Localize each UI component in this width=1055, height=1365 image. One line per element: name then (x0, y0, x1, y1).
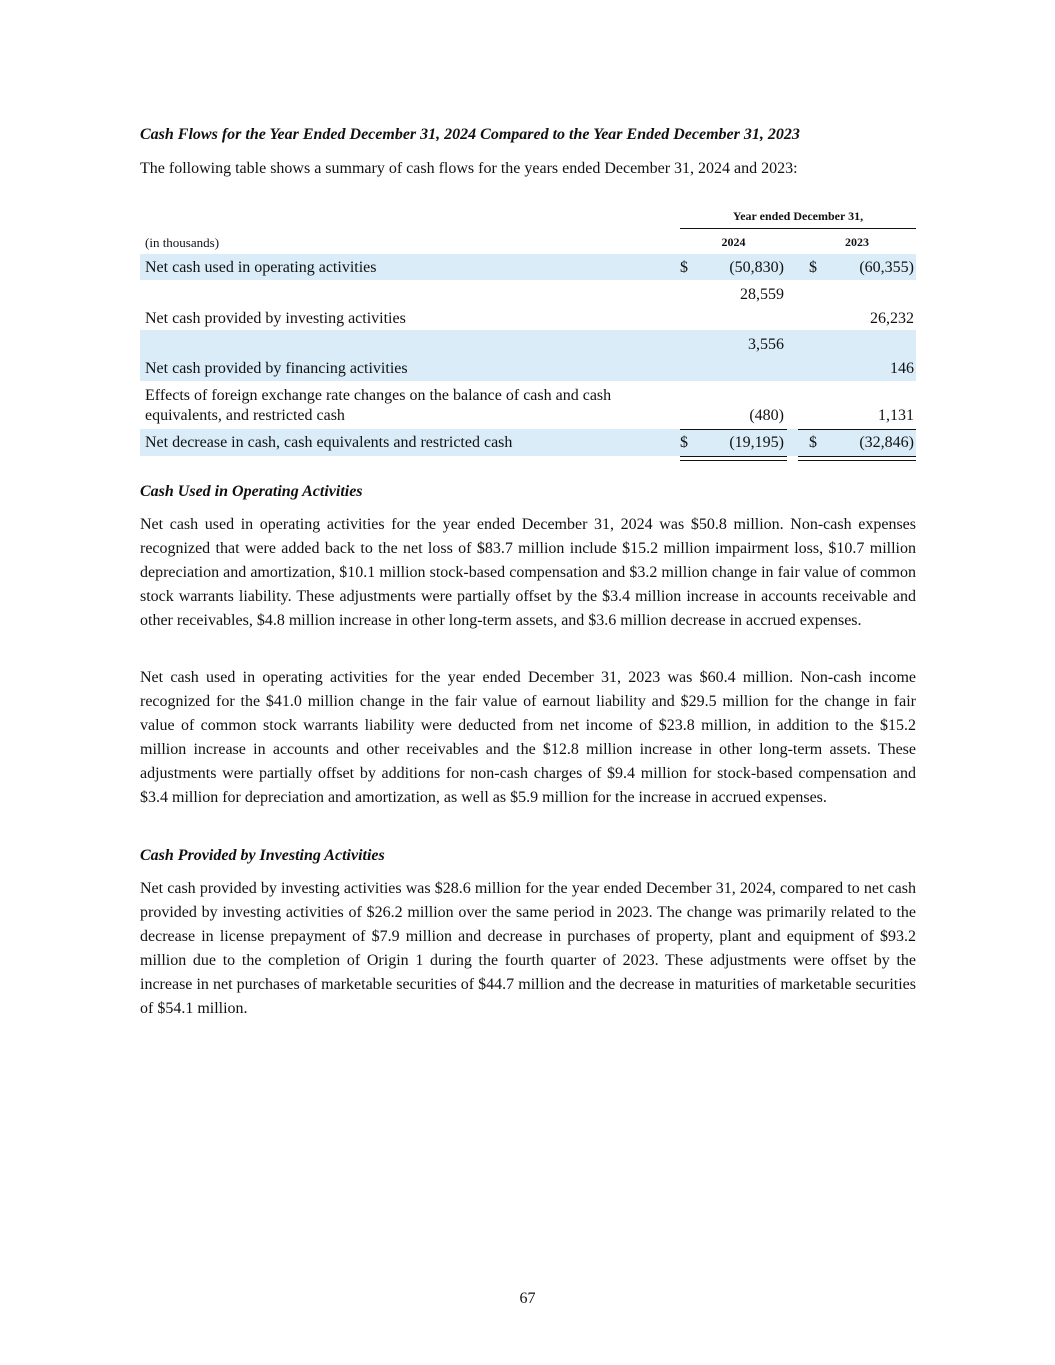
value-2023: (60,355) (859, 259, 914, 276)
investing-heading: Cash Provided by Investing Activities (140, 847, 385, 864)
row-label: Net cash used in operating activities (145, 259, 377, 276)
row-label-line-1: Effects of foreign exchange rate changes on the balance of cash and cash (145, 387, 612, 404)
operating-heading: Cash Used in Operating Activities (140, 483, 363, 500)
row-label: Net decrease in cash, cash equivalents and restricted cash (145, 434, 513, 451)
section-title: Cash Flows for the Year Ended December 31, 2024 Compared to the Year Ended December 31, 2023 (140, 126, 800, 143)
double-underline (680, 456, 787, 461)
table-row (140, 280, 916, 330)
currency-symbol: $ (809, 259, 817, 276)
table-row-total (140, 429, 916, 456)
investing-paragraph-1: Net cash provided by investing activities was $28.6 million for the year ended December 31, 2024, compared to net cash provided by investing activities of $26.2 million over the same period in 2023. The change was primarily related to the decrease in license prepayment of $7.9 million and decrease in purchases of property, plant and equipment of $93.2 million due to the completion of Origin 1 during the fourth quarter of 2023. These adjustments were offset by the increase in net purchases of marketable securities of $44.7 million and the decrease in maturities of marketable securities of $54.1 million. (140, 880, 916, 1017)
row-label: Net cash provided by investing activities (145, 310, 406, 327)
total-rule (680, 429, 787, 430)
value-2024: 3,556 (748, 336, 784, 353)
intro-text: The following table shows a summary of cash flows for the years ended December 31, 2024 and 2023: (140, 160, 798, 177)
value-2023: 1,131 (878, 407, 914, 424)
value-2024: (19,195) (729, 434, 784, 451)
column-header-2023: 2023 (798, 235, 916, 255)
column-header-2024: 2024 (680, 235, 787, 255)
value-2023: 146 (890, 360, 914, 377)
currency-symbol: $ (680, 259, 688, 276)
operating-paragraph-1: Net cash used in operating activities for the year ended December 31, 2024 was $50.8 million. Non-cash expenses recognized that were added back to the net loss of $83.7 million include $15.2 million impairment loss, $10.7 million depreciation and amortization, $10.1 million stock-based compensation and $3.2 million change in fair value of common stock warrants liability. These adjustments were partially offset by the $3.4 million increase in accounts receivable and other receivables, $4.8 million increase in other long-term assets, and $3.6 million decrease in accrued expenses. (140, 516, 916, 629)
table-units: (in thousands) (145, 235, 220, 250)
currency-symbol: $ (680, 434, 688, 451)
value-2024: (50,830) (729, 259, 784, 276)
row-label: Net cash provided by financing activities (145, 360, 408, 377)
operating-paragraph-2: Net cash used in operating activities for the year ended December 31, 2023 was $60.4 million. Non-cash income recognized for the $41.0 million change in the fair value of earnout liability and $29.5 million for the change in fair value of common stock warrants liability were deducted from net income of $23.8 million, in addition to the $15.2 million increase in accounts and other receivables and the $12.8 million increase in other long-term assets. These adjustments were partially offset by additions for non-cash charges of $9.4 million for stock-based compensation and $3.4 million for depreciation and amortization, as well as $5.9 million for the increase in accrued expenses. (140, 669, 916, 806)
currency-symbol: $ (809, 434, 817, 451)
table-row (140, 330, 916, 381)
table-row (140, 254, 916, 280)
total-rule (798, 429, 916, 430)
page-number: 67 (519, 1290, 536, 1307)
value-2023: (32,846) (859, 434, 914, 451)
row-label-line-2: equivalents, and restricted cash (145, 407, 345, 424)
value-2024: 28,559 (740, 286, 784, 303)
double-underline (798, 456, 916, 461)
table-group-header: Year ended December 31, (680, 209, 916, 229)
value-2024: (480) (749, 407, 784, 424)
table-row (140, 381, 916, 429)
value-2023: 26,232 (870, 310, 914, 327)
